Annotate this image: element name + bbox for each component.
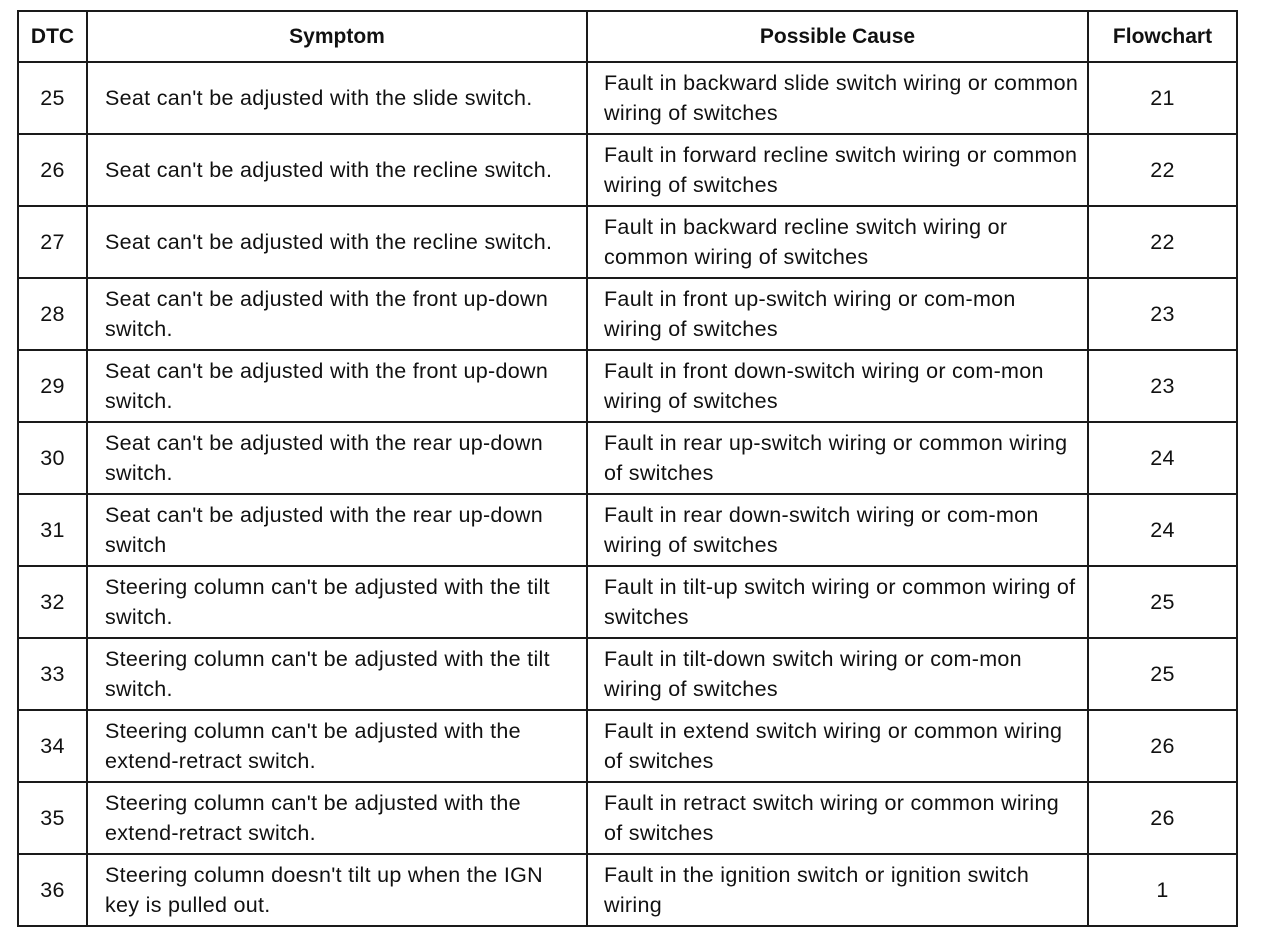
symptom-cell: Seat can't be adjusted with the recline switch.: [87, 134, 587, 206]
table-row: [18, 782, 1237, 854]
dtc-cell: 27: [18, 206, 87, 278]
possible-cause-cell: Fault in extend switch wiring or common wiring of switches: [587, 710, 1088, 782]
header-dtc: DTC: [18, 11, 87, 62]
table-row: [18, 854, 1237, 926]
possible-cause-cell: Fault in tilt-up switch wiring or common wiring of switches: [587, 566, 1088, 638]
dtc-cell: 26: [18, 134, 87, 206]
table-body: [18, 62, 1237, 926]
symptom-cell: Seat can't be adjusted with the front up-down switch.: [87, 278, 587, 350]
symptom-cell: Steering column can't be adjusted with the tilt switch.: [87, 638, 587, 710]
table-row: [18, 350, 1237, 422]
table-row: [18, 134, 1237, 206]
dtc-cell: 36: [18, 854, 87, 926]
header-possible-cause: Possible Cause: [587, 11, 1088, 62]
symptom-cell: Seat can't be adjusted with the recline switch.: [87, 206, 587, 278]
table-row: [18, 710, 1237, 782]
table-row: [18, 62, 1237, 134]
header-row: [18, 11, 1237, 62]
symptom-cell: Seat can't be adjusted with the slide switch.: [87, 62, 587, 134]
dtc-cell: 34: [18, 710, 87, 782]
possible-cause-cell: Fault in the ignition switch or ignition switch wiring: [587, 854, 1088, 926]
header-symptom: Symptom: [87, 11, 587, 62]
flowchart-cell: 23: [1088, 278, 1237, 350]
possible-cause-cell: Fault in tilt-down switch wiring or com-mon wiring of switches: [587, 638, 1088, 710]
dtc-cell: 31: [18, 494, 87, 566]
dtc-cell: 35: [18, 782, 87, 854]
table-row: [18, 422, 1237, 494]
possible-cause-cell: Fault in retract switch wiring or common wiring of switches: [587, 782, 1088, 854]
symptom-cell: Seat can't be adjusted with the rear up-down switch.: [87, 422, 587, 494]
dtc-table: [17, 10, 1238, 927]
dtc-cell: 30: [18, 422, 87, 494]
table-row: [18, 494, 1237, 566]
possible-cause-cell: Fault in backward recline switch wiring or common wiring of switches: [587, 206, 1088, 278]
dtc-cell: 32: [18, 566, 87, 638]
dtc-cell: 28: [18, 278, 87, 350]
symptom-cell: Steering column can't be adjusted with the extend-retract switch.: [87, 710, 587, 782]
table-row: [18, 278, 1237, 350]
flowchart-cell: 24: [1088, 494, 1237, 566]
flowchart-cell: 25: [1088, 566, 1237, 638]
possible-cause-cell: Fault in forward recline switch wiring or common wiring of switches: [587, 134, 1088, 206]
symptom-cell: Seat can't be adjusted with the rear up-down switch: [87, 494, 587, 566]
flowchart-cell: 21: [1088, 62, 1237, 134]
possible-cause-cell: Fault in backward slide switch wiring or common wiring of switches: [587, 62, 1088, 134]
symptom-cell: Steering column can't be adjusted with the tilt switch.: [87, 566, 587, 638]
symptom-cell: Steering column can't be adjusted with the extend-retract switch.: [87, 782, 587, 854]
flowchart-cell: 26: [1088, 782, 1237, 854]
symptom-cell: Seat can't be adjusted with the front up-down switch.: [87, 350, 587, 422]
flowchart-cell: 22: [1088, 134, 1237, 206]
possible-cause-cell: Fault in front down-switch wiring or com-mon wiring of switches: [587, 350, 1088, 422]
flowchart-cell: 23: [1088, 350, 1237, 422]
header-flowchart: Flowchart: [1088, 11, 1237, 62]
dtc-cell: 29: [18, 350, 87, 422]
table-row: [18, 638, 1237, 710]
table-row: [18, 566, 1237, 638]
possible-cause-cell: Fault in rear down-switch wiring or com-mon wiring of switches: [587, 494, 1088, 566]
flowchart-cell: 24: [1088, 422, 1237, 494]
flowchart-cell: 26: [1088, 710, 1237, 782]
table-row: [18, 206, 1237, 278]
dtc-cell: 33: [18, 638, 87, 710]
flowchart-cell: 22: [1088, 206, 1237, 278]
symptom-cell: Steering column doesn't tilt up when the IGN key is pulled out.: [87, 854, 587, 926]
flowchart-cell: 1: [1088, 854, 1237, 926]
flowchart-cell: 25: [1088, 638, 1237, 710]
possible-cause-cell: Fault in front up-switch wiring or com-mon wiring of switches: [587, 278, 1088, 350]
possible-cause-cell: Fault in rear up-switch wiring or common wiring of switches: [587, 422, 1088, 494]
dtc-cell: 25: [18, 62, 87, 134]
table-header: [18, 11, 1237, 62]
